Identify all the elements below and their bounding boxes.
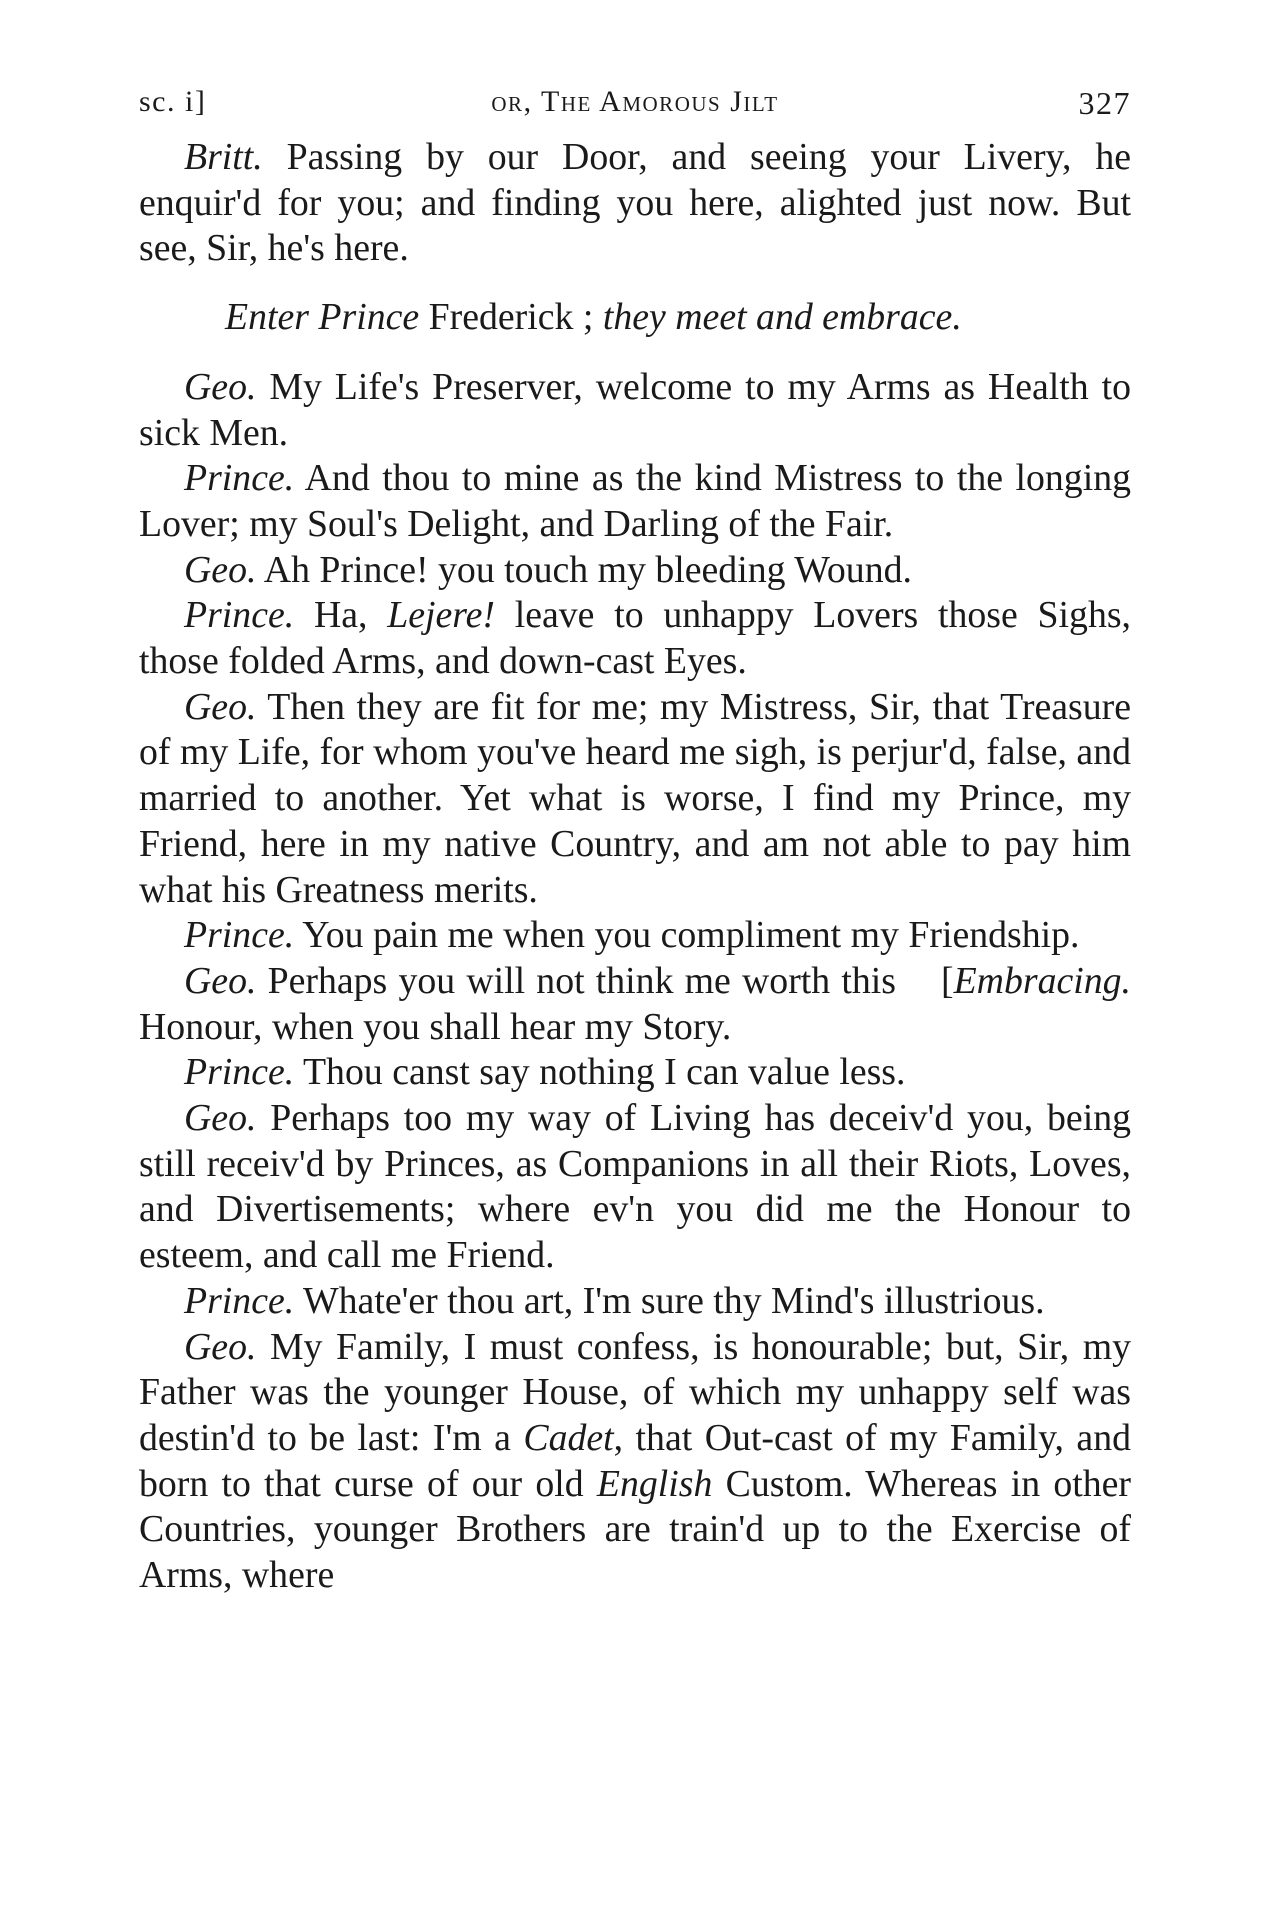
speech-text: Whate'er thou art, I'm sure thy Mind's illustrious. [294,1279,1045,1322]
speech-text: Passing by our Door, and seeing your Livery, he enquir'd for you; and finding you here, alighted just now. But see, Sir, he's here. [139,136,1131,270]
speaker-name: Geo. [184,1097,257,1140]
speech-paragraph [139,1050,1131,1096]
italic-text: Cadet [523,1416,614,1459]
speech-text: , that Out-cast of my Family, and born to that curse of our old [139,1416,1131,1505]
speech-text: My Life's Preserver, welcome to my Arms as Health to sick Men. [139,365,1131,454]
speech-text: Ah Prince! you touch my bleeding Wound. [256,548,912,591]
speech-paragraph [139,548,1131,594]
page-number: 327 [1078,85,1131,121]
speech-paragraph [139,365,1131,456]
speech-paragraph [139,135,1131,272]
stage-direction [139,295,1131,341]
stage-note [896,959,1131,1005]
speech-text: Perhaps too my way of Living has deceiv'd you, being still receiv'd by Princes, as Companions in all their Riots, Loves, and Divertisements; where ev'n you did me the Honour to esteem, and call me Friend. [139,1097,1131,1277]
bracket-glyph: [ [940,959,954,1002]
speaker-name: Prince. [184,1051,295,1094]
speech-paragraph [139,1096,1131,1279]
speaker-name: Prince. [184,457,295,500]
italic-text: Enter Prince [225,296,420,339]
speaker-name: Geo. [184,1325,257,1368]
speech-text: Frederick ; [419,296,603,339]
stage-note-text: Embracing. [953,959,1131,1002]
speech-text: And thou to mine as the kind Mistress to the longing Lover; my Soul's Delight, and Darling of the Fair. [139,457,1131,545]
speech-text: Thou canst say nothing I can value less. [294,1051,906,1094]
speech-text: Perhaps you will not think me worth this Honour, when you shall hear my Story. [139,959,896,1048]
speech-paragraph [139,1279,1131,1325]
speech-text: leave to unhappy Lovers those Sighs, those folded Arms, and down-cast Eyes. [139,594,1131,683]
speaker-name: Geo. [184,365,257,408]
speaker-name: Prince. [184,914,295,957]
speech-text: Ha, [294,594,388,637]
running-title: or, The Amorous Jilt [491,85,779,118]
speech-text: Then they are fit for me; my Mistress, Sir, that Treasure of my Life, for whom you've heard me sigh, is perjur'd, false, and married to another. Yet what is worse, I find my Prince, my Friend, here in my native Country, and am not able to pay him what his Greatness merits. [139,685,1131,911]
speech-paragraph [139,1325,1131,1599]
play-text [139,135,1131,1599]
speaker-name: Geo. [184,959,257,1002]
speech-text: Custom. Whereas in other Countries, younger Brothers are train'd up to the Exercise of Arms, where [139,1462,1132,1597]
speech-text: You pain me when you compliment my Friendship. [294,914,1080,957]
speaker-name: Geo. [184,548,257,591]
speech-paragraph [139,685,1131,914]
italic-text: English [596,1462,713,1505]
running-head [139,85,1131,135]
italic-text: they meet and embrace. [602,296,962,339]
speech-paragraph [139,593,1131,684]
speaker-name: Prince. [184,594,295,637]
speech-paragraph [139,456,1131,547]
book-page [139,85,1131,1599]
speaker-name: Britt. [184,136,263,178]
speaker-name: Geo. [184,685,257,728]
speech-text: My Family, I must confess, is honourable; but, Sir, my Father was the younger House, of which my unhappy self was destin'd to be last: I'm a [139,1325,1131,1459]
section-marker: sc. i] [139,85,207,118]
speaker-name: Prince. [184,1279,295,1322]
italic-text: Lejere! [387,594,495,637]
